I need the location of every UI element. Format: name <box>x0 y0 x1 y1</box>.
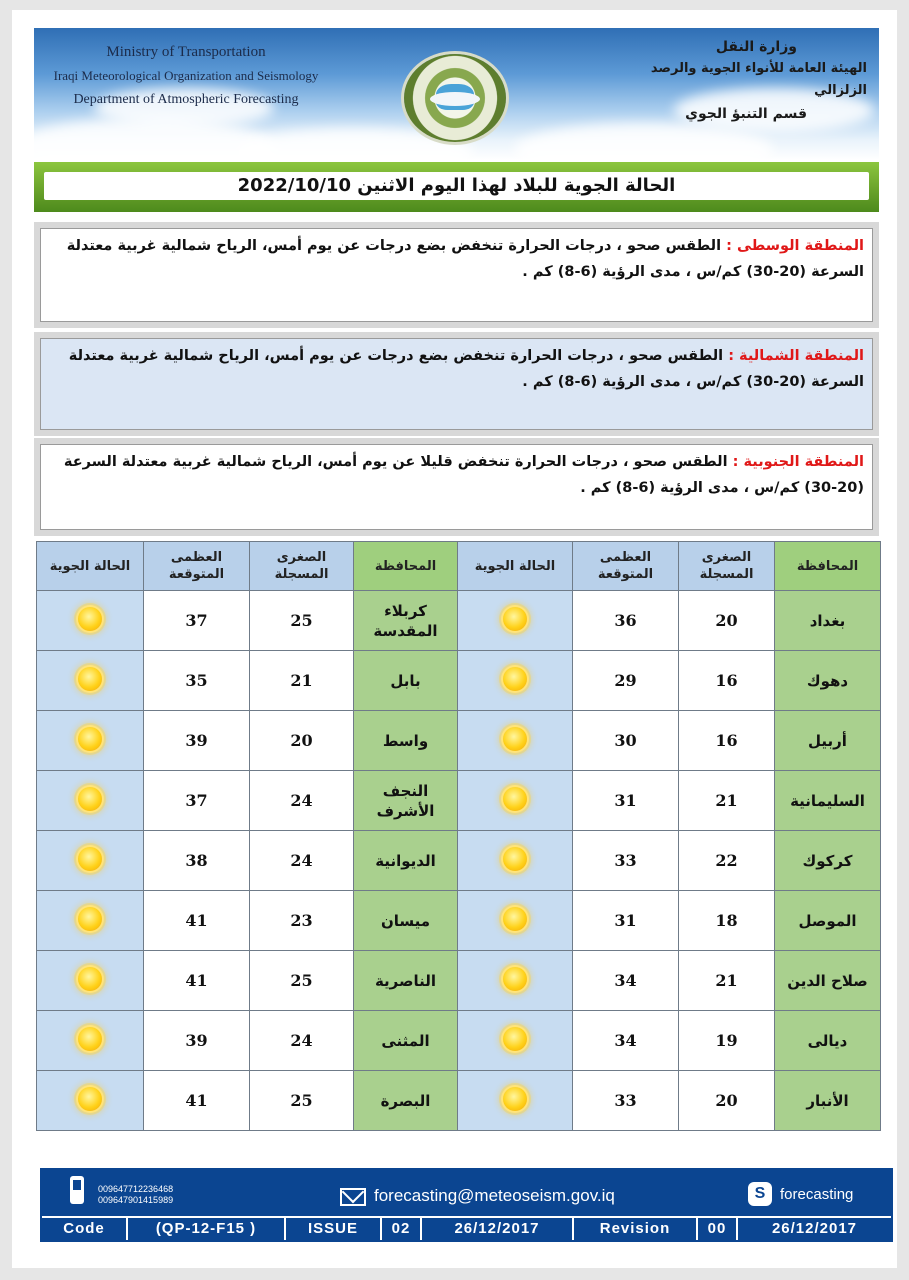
sun-icon <box>503 607 527 631</box>
header-min-recorded: الصغرى المسجلة <box>679 542 775 591</box>
weather-condition <box>458 1071 573 1131</box>
region-north <box>34 332 879 436</box>
phone-icon <box>70 1176 84 1204</box>
min-temperature: 20 <box>250 711 354 771</box>
min-temperature: 16 <box>679 651 775 711</box>
page-title: الحالة الجوية للبلاد لهذا اليوم الاثنين 2022/10/10 <box>44 172 869 200</box>
weather-condition <box>458 711 573 771</box>
phone-numbers <box>98 1184 173 1206</box>
phone-number-2: 009647901415989 <box>98 1195 174 1205</box>
skype-handle: forecasting <box>780 1186 854 1203</box>
table-row <box>37 831 881 891</box>
table-row <box>37 651 881 711</box>
table-row <box>37 591 881 651</box>
region-south <box>34 438 879 536</box>
min-temperature: 25 <box>250 591 354 651</box>
sun-icon <box>78 907 102 931</box>
table-row <box>37 1071 881 1131</box>
sun-icon <box>78 1087 102 1111</box>
region-south-text <box>40 444 873 530</box>
governorate-name: ميسان <box>354 891 458 951</box>
max-temperature: 38 <box>144 831 250 891</box>
header-weather: الحالة الجوية <box>37 542 144 591</box>
max-temperature: 31 <box>573 891 679 951</box>
organization-seal-icon <box>404 54 506 142</box>
table-header-row <box>37 542 881 591</box>
region-central-text <box>40 228 873 322</box>
mail-icon <box>340 1188 366 1206</box>
weather-condition <box>37 891 144 951</box>
phone-number-1: 009647712236468 <box>98 1184 174 1194</box>
header-max-expected: العظمى المتوقعة <box>144 542 250 591</box>
region-name: المنطقة الجنوبية : <box>732 454 864 470</box>
weather-condition <box>458 1011 573 1071</box>
min-temperature: 25 <box>250 951 354 1011</box>
min-temperature: 21 <box>679 771 775 831</box>
sun-icon <box>503 1087 527 1111</box>
sun-icon <box>78 1027 102 1051</box>
issue-label: ISSUE <box>286 1218 382 1240</box>
header-governorate: المحافظة <box>354 542 458 591</box>
governorate-name: ديالى <box>775 1011 881 1071</box>
table-row <box>37 1011 881 1071</box>
sun-icon <box>503 787 527 811</box>
organization-name-en: Iraqi Meteorological Organization and Seismology <box>53 68 319 83</box>
weather-condition <box>37 771 144 831</box>
region-name: المنطقة الشمالية : <box>728 348 864 364</box>
weather-condition <box>458 591 573 651</box>
min-temperature: 22 <box>679 831 775 891</box>
region-central <box>34 222 879 328</box>
weather-condition <box>37 651 144 711</box>
min-temperature: 20 <box>679 591 775 651</box>
governorate-name: أربيل <box>775 711 881 771</box>
header-max-expected: العظمى المتوقعة <box>573 542 679 591</box>
email-address: forecasting@meteoseism.gov.iq <box>374 1186 615 1205</box>
ministry-name-ar: وزارة النقل <box>715 39 797 55</box>
governorate-name: كركوك <box>775 831 881 891</box>
english-header <box>46 40 326 112</box>
governorate-name: البصرة <box>354 1071 458 1131</box>
weather-condition <box>37 591 144 651</box>
header-min-recorded: الصغرى المسجلة <box>250 542 354 591</box>
revision-date: 26/12/2017 <box>771 1220 858 1237</box>
governorate-name: الديوانية <box>354 831 458 891</box>
weather-condition <box>458 651 573 711</box>
governorate-name: الموصل <box>775 891 881 951</box>
max-temperature: 36 <box>573 591 679 651</box>
min-temperature: 20 <box>679 1071 775 1131</box>
min-temperature: 21 <box>250 651 354 711</box>
max-temperature: 34 <box>573 951 679 1011</box>
min-temperature: 21 <box>679 951 775 1011</box>
forecast-table <box>36 541 881 1131</box>
governorate-name: الناصرية <box>354 951 458 1011</box>
issue-number: 02 <box>382 1218 422 1240</box>
max-temperature: 31 <box>573 771 679 831</box>
min-temperature: 25 <box>250 1071 354 1131</box>
max-temperature: 34 <box>573 1011 679 1071</box>
weather-condition <box>458 831 573 891</box>
max-temperature: 33 <box>573 831 679 891</box>
skype-icon: S <box>748 1182 772 1206</box>
sun-icon <box>78 667 102 691</box>
weather-condition <box>37 1071 144 1131</box>
max-temperature: 41 <box>144 1071 250 1131</box>
table-row <box>37 891 881 951</box>
footer-document-control <box>42 1216 891 1242</box>
issue-date: 26/12/2017 <box>422 1218 574 1240</box>
revision-label: Revision <box>574 1218 698 1240</box>
max-temperature: 41 <box>144 951 250 1011</box>
region-description: الطقس صحو ، درجات الحرارة تنخفض قليلا عن يوم أمس، الرياح شمالية غربية معتدلة السرعة (20-30) كم/س ، مدى الرؤية (6-8) كم . <box>63 454 864 496</box>
max-temperature: 33 <box>573 1071 679 1131</box>
table-row <box>37 711 881 771</box>
governorate-name: السليمانية <box>775 771 881 831</box>
governorate-name: المثنى <box>354 1011 458 1071</box>
governorate-name: الأنبار <box>775 1071 881 1131</box>
organization-name-ar: الهيئة العامة للأنواء الجوية والرصد الزلزالي <box>650 61 867 98</box>
arabic-header <box>607 36 867 126</box>
table-row <box>37 771 881 831</box>
sun-icon <box>503 907 527 931</box>
weather-condition <box>458 771 573 831</box>
governorate-name: صلاح الدين <box>775 951 881 1011</box>
code-value: (QP-12-F15 ) <box>128 1218 286 1240</box>
header-banner <box>34 28 879 160</box>
min-temperature: 24 <box>250 771 354 831</box>
footer-contacts <box>40 1168 893 1216</box>
min-temperature: 16 <box>679 711 775 771</box>
region-description: الطقس صحو ، درجات الحرارة تنخفض بضع درجات عن يوم أمس، الرياح شمالية غربية معتدلة السرعة (20-30) كم/س ، مدى الرؤية (6-8) كم . <box>66 238 864 280</box>
max-temperature: 39 <box>144 711 250 771</box>
max-temperature: 37 <box>144 591 250 651</box>
revision-number: 00 <box>698 1218 738 1240</box>
region-name: المنطقة الوسطى : <box>726 238 864 254</box>
sun-icon <box>503 967 527 991</box>
sun-icon <box>503 1027 527 1051</box>
title-bar <box>34 162 879 212</box>
weather-condition <box>37 1011 144 1071</box>
governorate-name: النجف الأشرف <box>354 771 458 831</box>
region-north-text <box>40 338 873 430</box>
max-temperature: 37 <box>144 771 250 831</box>
weather-condition <box>458 951 573 1011</box>
code-label: Code <box>42 1218 128 1240</box>
max-temperature: 41 <box>144 891 250 951</box>
min-temperature: 23 <box>250 891 354 951</box>
table-row <box>37 951 881 1011</box>
sun-icon <box>78 607 102 631</box>
sun-icon <box>503 727 527 751</box>
sun-icon <box>78 967 102 991</box>
sun-icon <box>78 847 102 871</box>
sun-icon <box>78 727 102 751</box>
region-description: الطقس صحو ، درجات الحرارة تنخفض بضع درجات عن يوم أمس، الرياح شمالية غربية معتدلة السرعة (20-30) كم/س ، مدى الرؤية (6-8) كم . <box>68 348 864 390</box>
governorate-name: كربلاء المقدسة <box>354 591 458 651</box>
weather-condition <box>458 891 573 951</box>
sun-icon <box>503 847 527 871</box>
sun-icon <box>78 787 102 811</box>
max-temperature: 39 <box>144 1011 250 1071</box>
ministry-name-en: Ministry of Transportation <box>106 44 266 60</box>
header-weather: الحالة الجوية <box>458 542 573 591</box>
governorate-name: واسط <box>354 711 458 771</box>
weather-condition <box>37 831 144 891</box>
governorate-name: بغداد <box>775 591 881 651</box>
min-temperature: 24 <box>250 1011 354 1071</box>
weather-condition <box>37 711 144 771</box>
max-temperature: 35 <box>144 651 250 711</box>
footer <box>40 1168 893 1242</box>
min-temperature: 18 <box>679 891 775 951</box>
min-temperature: 19 <box>679 1011 775 1071</box>
department-name-en: Department of Atmospheric Forecasting <box>73 92 299 107</box>
sun-icon <box>503 667 527 691</box>
max-temperature: 30 <box>573 711 679 771</box>
max-temperature: 29 <box>573 651 679 711</box>
governorate-name: دهوك <box>775 651 881 711</box>
min-temperature: 24 <box>250 831 354 891</box>
governorate-name: بابل <box>354 651 458 711</box>
weather-condition <box>37 951 144 1011</box>
header-governorate: المحافظة <box>775 542 881 591</box>
department-name-ar: قسم التنبؤ الجوي <box>685 106 807 122</box>
